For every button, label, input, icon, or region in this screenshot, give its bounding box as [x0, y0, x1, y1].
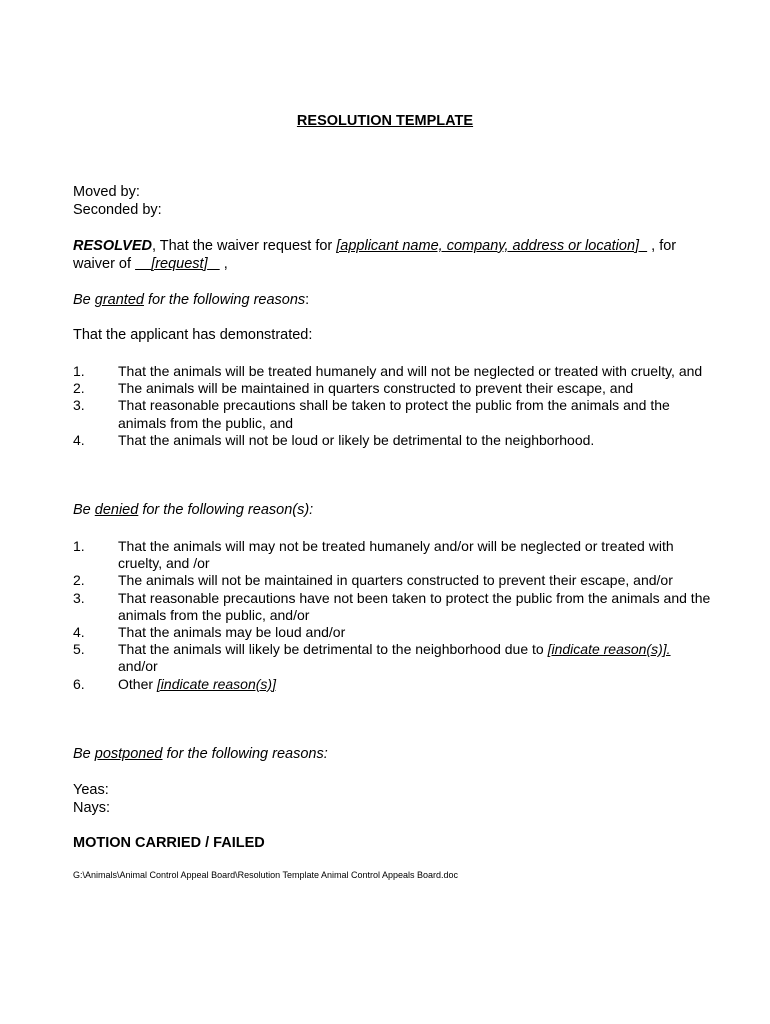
list-text: The animals will not be maintained in quarters constructed to prevent their escape, and/or — [118, 572, 673, 589]
list-item — [73, 397, 713, 431]
list-text: That the animals will not be loud or likely be detrimental to the neighborhood. — [118, 431, 595, 448]
list-number: 3. — [73, 397, 85, 414]
resolved-text-2: , for — [647, 238, 677, 254]
denied-prefix: Be — [73, 502, 95, 518]
postponed-word: postponed — [94, 746, 163, 762]
list-number: 2. — [73, 380, 85, 397]
request-placeholder: [request] — [151, 256, 208, 272]
list-text: That the animals will likely be detrimental to the neighborhood due to — [118, 641, 548, 658]
denied-heading — [73, 501, 313, 519]
list-item — [73, 363, 713, 380]
file-path-footer: G:\Animals\Animal Control Appeal Board\Resolution Template Animal Control Appeals Board.doc — [73, 870, 459, 880]
nays-label: Nays: — [73, 800, 111, 816]
list-item — [73, 572, 713, 589]
list-number: 1. — [73, 538, 85, 554]
list-item — [73, 590, 713, 624]
yeas-label: Yeas: — [73, 782, 109, 798]
list-number: 1. — [73, 363, 85, 379]
resolved-text-3: waiver of — [73, 256, 136, 272]
document-title: RESOLUTION TEMPLATE — [296, 113, 474, 129]
list-number: 6. — [73, 675, 85, 692]
granted-heading — [73, 291, 309, 309]
list-text: Other — [118, 675, 157, 692]
applicant-underline-pad — [639, 238, 647, 254]
denied-word: denied — [94, 502, 139, 518]
reason-placeholder: [indicate reason(s)] — [156, 675, 276, 692]
list-item — [73, 432, 713, 449]
moved-by-label: Moved by: — [73, 184, 140, 200]
list-text: That the animals will may not be treated humanely and/or will be neglected or treated with cruelty, and /or — [118, 538, 674, 572]
list-item — [73, 538, 713, 572]
list-item — [73, 624, 713, 641]
list-text: That reasonable precautions have not been taken to protect the public from the animals and the animals from the public, and/or — [118, 589, 711, 623]
list-item — [73, 641, 713, 675]
list-number: 3. — [73, 589, 85, 606]
seconded-by-label: Seconded by: — [73, 202, 162, 218]
granted-suffix: for the following reasons — [143, 292, 306, 308]
resolved-paragraph — [73, 237, 723, 273]
postponed-prefix: Be — [73, 746, 95, 762]
list-item — [73, 380, 713, 397]
request-underline-pad-left — [135, 256, 151, 272]
request-underline-pad-right — [208, 256, 220, 272]
postponed-suffix: for the following reasons: — [162, 746, 328, 762]
list-text-after: and/or — [118, 658, 158, 675]
motion-status: MOTION CARRIED / FAILED — [73, 835, 265, 851]
list-text: That the animals may be loud and/or — [118, 624, 346, 641]
granted-reasons-list — [73, 363, 713, 449]
list-item — [73, 676, 713, 693]
resolved-keyword: RESOLVED — [73, 238, 152, 254]
granted-colon: : — [305, 292, 310, 308]
granted-word: granted — [94, 292, 144, 308]
granted-prefix: Be — [73, 292, 95, 308]
list-number: 4. — [73, 624, 85, 641]
denied-suffix: for the following reason(s): — [138, 502, 314, 518]
denied-reasons-list — [73, 538, 713, 693]
list-text: That reasonable precautions shall be taken to protect the public from the animals and the animals from the public, and — [118, 397, 670, 431]
postponed-heading — [73, 745, 328, 763]
reason-placeholder: [indicate reason(s)]. — [547, 641, 671, 658]
list-text: The animals will be maintained in quarters constructed to prevent their escape, and — [118, 380, 634, 397]
list-text: That the animals will be treated humanely and will not be neglected or treated with cruelty, and — [118, 363, 703, 379]
resolved-text-1: , That the waiver request for — [151, 238, 337, 254]
list-number: 5. — [73, 641, 85, 658]
list-number: 4. — [73, 431, 85, 448]
applicant-placeholder: [applicant name, company, address or location] — [336, 238, 640, 254]
resolved-text-4: , — [219, 256, 228, 272]
demonstrated-label: That the applicant has demonstrated: — [73, 327, 313, 343]
list-number: 2. — [73, 572, 85, 589]
